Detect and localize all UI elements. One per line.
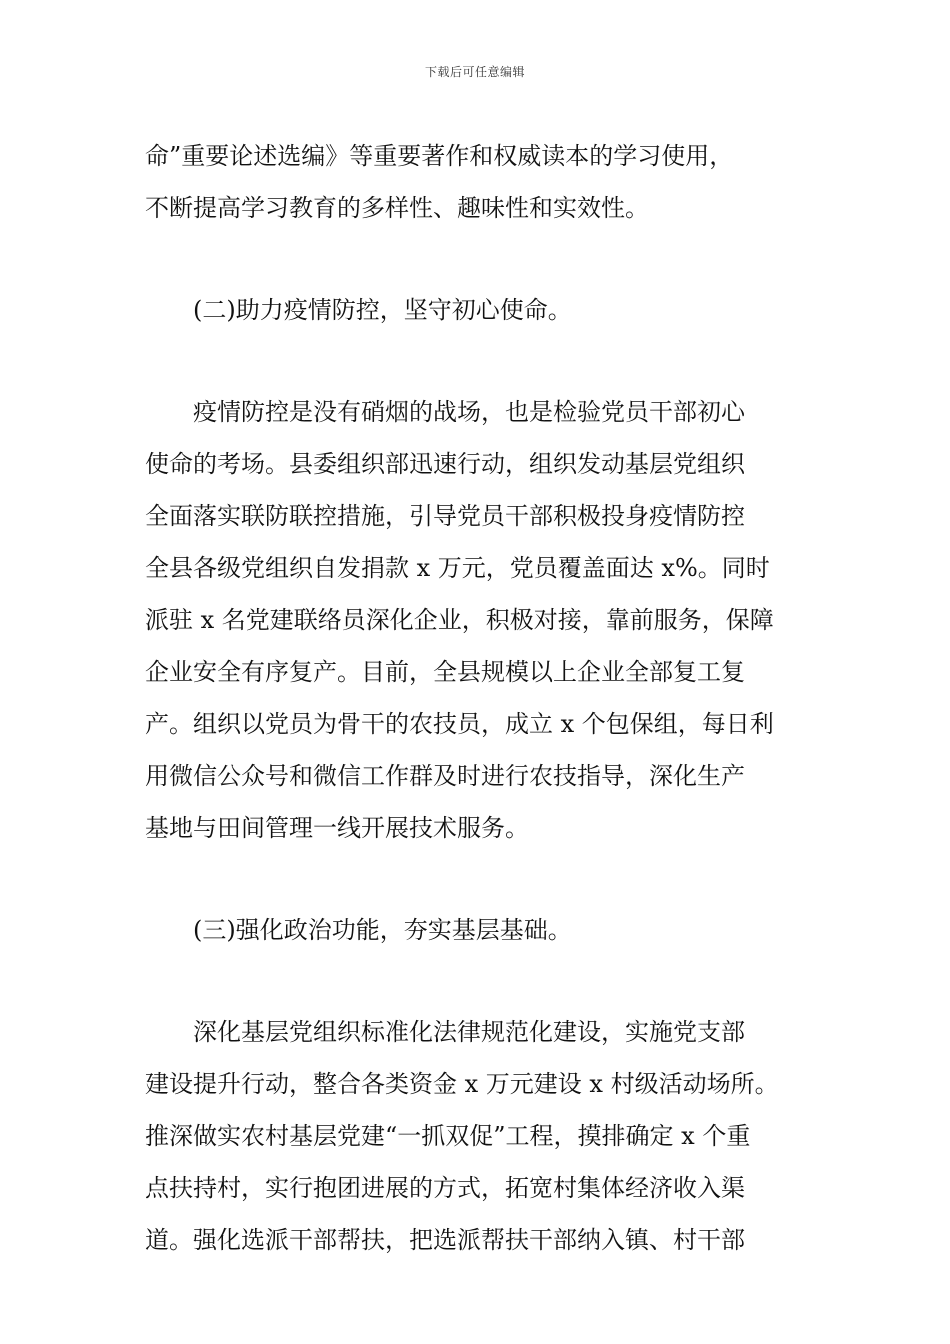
text-line: 点扶持村，实行抱团进展的方式，拓宽村集体经济收入渠 [145,1174,745,1202]
document-body [145,130,810,1266]
text-line: 命”重要论述选编》等重要著作和权威读本的学习使用， [145,142,734,170]
header-note: 下载后可任意编辑 [424,65,525,79]
text-line: 疫情防控是没有硝烟的战场，也是检验党员干部初心 [145,398,745,426]
text-line: 基地与田间管理一线开展技术服务。 [145,814,529,842]
text-line: 使命的考场。县委组织部迅速行动，组织发动基层党组织 [145,450,745,478]
text-line: 全面落实联防联控措施，引导党员干部积极投身疫情防控 [145,502,745,530]
paragraph-gap [145,854,810,904]
text-line: 派驻 x 名党建联络员深化企业，积极对接，靠前服务，保障 [145,606,774,634]
text-line: 推深做实农村基层党建“一抓双促”工程，摸排确定 x 个重 [145,1122,751,1150]
section-heading-3: (三)强化政治功能，夯实基层基础。 [145,916,572,944]
text-line: 深化基层党组织标准化法律规范化建设，实施党支部 [145,1018,745,1046]
paragraph-1 [145,130,810,234]
text-line: 全县各级党组织自发捐款 x 万元，党员覆盖面达 x%。同时 [145,554,770,582]
text-line: 建设提升行动，整合各类资金 x 万元建设 x 村级活动场所。 [145,1070,779,1098]
paragraph-2 [145,386,810,854]
text-line: 不断提高学习教育的多样性、趣味性和实效性。 [145,194,649,222]
paragraph-gap [145,234,810,284]
text-line: 道。强化选派干部帮扶，把选派帮扶干部纳入镇、村干部 [145,1226,745,1254]
paragraph-3 [145,1006,810,1266]
paragraph-gap [145,336,810,386]
text-line: 企业安全有序复产。目前，全县规模以上企业全部复工复 [145,658,745,686]
paragraph-gap [145,956,810,1006]
text-line: 用微信公众号和微信工作群及时进行农技指导，深化生产 [145,762,745,790]
text-line: 产。组织以党员为骨干的农技员，成立 x 个包保组，每日利 [145,710,774,738]
section-heading-2: (二)助力疫情防控，坚守初心使命。 [145,296,572,324]
